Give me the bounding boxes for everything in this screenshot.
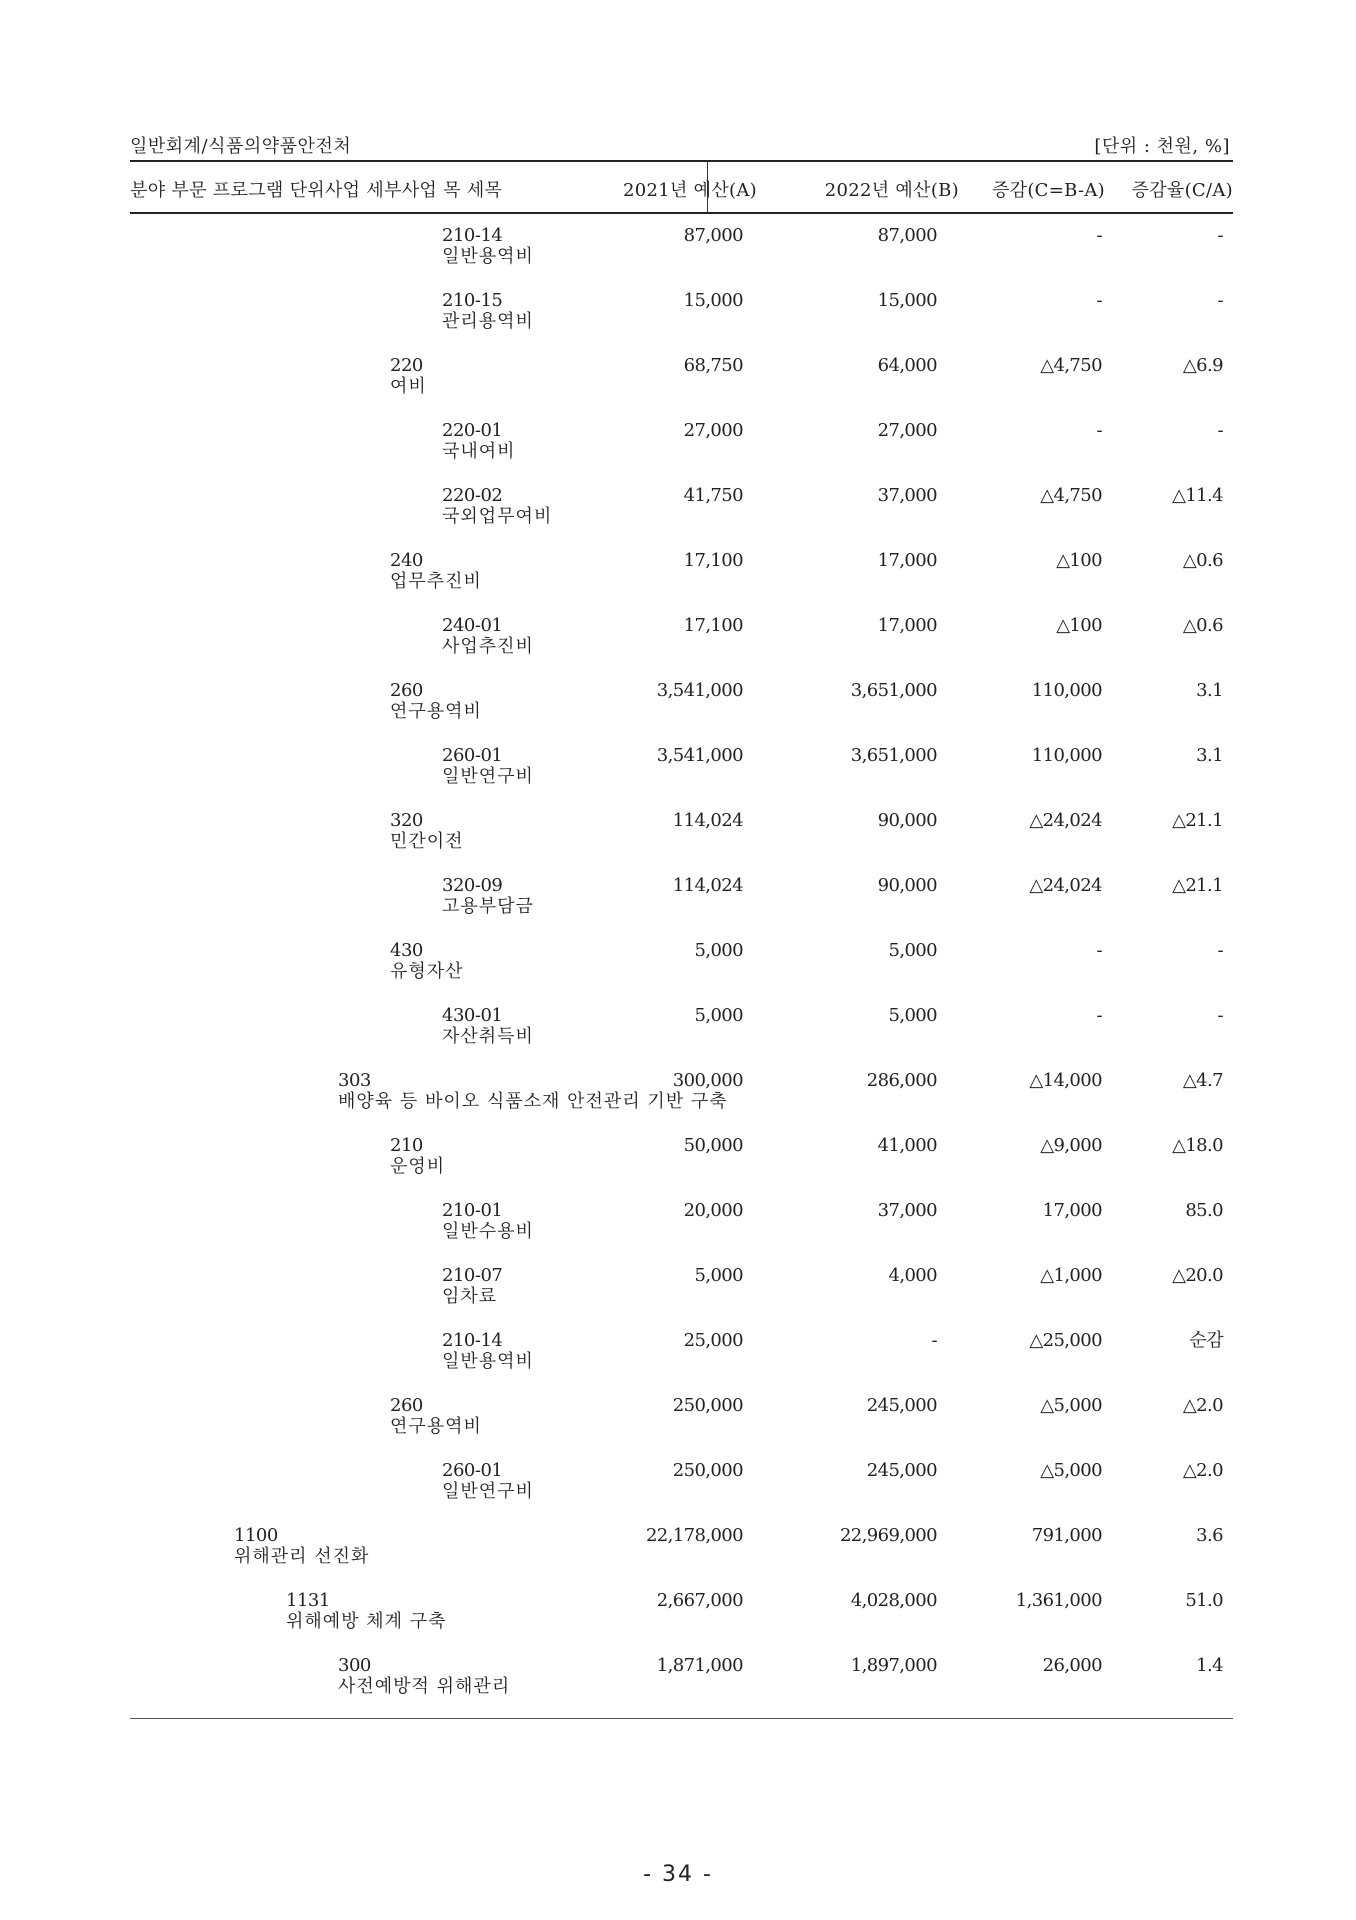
row-label: 여비 xyxy=(390,376,427,397)
row-code: 320-09 xyxy=(442,875,503,896)
cell-change-rate: △21.1 xyxy=(1172,875,1223,896)
row-code: 220 xyxy=(390,355,423,376)
row-code: 430-01 xyxy=(442,1005,503,1026)
row-code: 303 xyxy=(338,1070,371,1091)
table-row xyxy=(130,1396,1233,1456)
cell-budget-2022: 4,028,000 xyxy=(850,1590,937,1611)
row-code: 260-01 xyxy=(442,745,503,766)
cell-budget-2021: 41,750 xyxy=(683,485,743,506)
table-row xyxy=(130,941,1233,1001)
cell-change-rate: △11.4 xyxy=(1172,485,1223,506)
cell-budget-2021: 5,000 xyxy=(694,1005,743,1026)
cell-budget-2022: 3,651,000 xyxy=(850,745,937,766)
row-label: 국외업무여비 xyxy=(442,506,553,527)
cell-change: △100 xyxy=(1056,615,1102,636)
row-label: 임차료 xyxy=(442,1286,498,1307)
row-label: 일반용역비 xyxy=(442,1351,534,1372)
row-code: 210-14 xyxy=(442,225,503,246)
cell-budget-2021: 114,024 xyxy=(672,875,743,896)
cell-budget-2022: 245,000 xyxy=(866,1395,937,1416)
row-label: 위해예방 체계 구축 xyxy=(286,1611,447,1632)
table-row xyxy=(130,1201,1233,1261)
cell-change-rate: 3.6 xyxy=(1196,1525,1223,1546)
cell-budget-2022: 90,000 xyxy=(877,810,937,831)
table-row xyxy=(130,1461,1233,1521)
table-header xyxy=(130,162,1233,212)
cell-change: △24,024 xyxy=(1029,810,1102,831)
header-budget-2022: 2022년 예산(B) xyxy=(824,180,959,201)
header-bottom-rule xyxy=(130,212,1233,214)
cell-change-rate: 1.4 xyxy=(1196,1655,1223,1676)
table-row xyxy=(130,1266,1233,1326)
cell-change-rate: △4.7 xyxy=(1182,1070,1223,1091)
table-row xyxy=(130,746,1233,806)
cell-change-rate: △6.9 xyxy=(1182,355,1223,376)
row-label: 배양육 등 바이오 식품소재 안전관리 기반 구축 xyxy=(338,1091,728,1112)
row-code: 210-14 xyxy=(442,1330,503,1351)
cell-change-rate: 3.1 xyxy=(1196,680,1223,701)
row-code: 210-01 xyxy=(442,1200,503,1221)
cell-change: △25,000 xyxy=(1029,1330,1102,1351)
cell-change: - xyxy=(1096,1005,1102,1026)
row-code: 1131 xyxy=(286,1590,330,1611)
cell-change-rate: △0.6 xyxy=(1182,550,1223,571)
row-label: 사전예방적 위해관리 xyxy=(338,1676,511,1697)
row-label: 국내여비 xyxy=(442,441,516,462)
cell-budget-2021: 20,000 xyxy=(683,1200,743,1221)
cell-budget-2022: 5,000 xyxy=(888,940,937,961)
cell-budget-2021: 25,000 xyxy=(683,1330,743,1351)
cell-budget-2022: 37,000 xyxy=(877,485,937,506)
cell-change-rate: △0.6 xyxy=(1182,615,1223,636)
cell-budget-2022: 90,000 xyxy=(877,875,937,896)
row-label: 일반용역비 xyxy=(442,246,534,267)
cell-change: 110,000 xyxy=(1031,745,1102,766)
cell-budget-2022: 5,000 xyxy=(888,1005,937,1026)
cell-change: 1,361,000 xyxy=(1015,1590,1102,1611)
row-code: 260 xyxy=(390,1395,423,1416)
table-row xyxy=(130,1526,1233,1586)
cell-budget-2021: 27,000 xyxy=(683,420,743,441)
row-label: 연구용역비 xyxy=(390,701,482,722)
row-label: 일반연구비 xyxy=(442,1481,534,1502)
table-row xyxy=(130,1656,1233,1716)
row-code: 300 xyxy=(338,1655,371,1676)
cell-budget-2021: 250,000 xyxy=(672,1395,743,1416)
row-code: 210-07 xyxy=(442,1265,503,1286)
cell-budget-2022: 245,000 xyxy=(866,1460,937,1481)
table-row xyxy=(130,1071,1233,1131)
cell-budget-2022: - xyxy=(931,1330,937,1351)
row-label: 위해관리 선진화 xyxy=(234,1546,370,1567)
cell-budget-2022: 15,000 xyxy=(877,290,937,311)
cell-budget-2021: 250,000 xyxy=(672,1460,743,1481)
cell-budget-2021: 1,871,000 xyxy=(656,1655,743,1676)
cell-change-rate: △18.0 xyxy=(1172,1135,1223,1156)
row-code: 210-15 xyxy=(442,290,503,311)
header-change: 증감(C=B-A) xyxy=(991,180,1105,201)
table-row xyxy=(130,1591,1233,1651)
cell-change: △4,750 xyxy=(1040,485,1102,506)
header-category: 분야 부문 프로그램 단위사업 세부사업 목 세목 xyxy=(130,180,503,201)
row-code: 320 xyxy=(390,810,423,831)
row-label: 고용부담금 xyxy=(442,896,534,917)
cell-change-rate: △2.0 xyxy=(1182,1460,1223,1481)
cell-budget-2021: 68,750 xyxy=(683,355,743,376)
row-label: 운영비 xyxy=(390,1156,446,1177)
cell-budget-2022: 41,000 xyxy=(877,1135,937,1156)
cell-change-rate: △2.0 xyxy=(1182,1395,1223,1416)
cell-budget-2022: 1,897,000 xyxy=(850,1655,937,1676)
cell-budget-2022: 4,000 xyxy=(888,1265,937,1286)
table-row xyxy=(130,876,1233,936)
cell-budget-2021: 3,541,000 xyxy=(656,745,743,766)
cell-change-rate: - xyxy=(1217,420,1223,441)
cell-budget-2022: 17,000 xyxy=(877,550,937,571)
cell-change: 110,000 xyxy=(1031,680,1102,701)
row-label: 민간이전 xyxy=(390,831,464,852)
cell-change-rate: 51.0 xyxy=(1185,1590,1223,1611)
cell-change: 26,000 xyxy=(1042,1655,1102,1676)
cell-budget-2021: 50,000 xyxy=(683,1135,743,1156)
cell-change: 17,000 xyxy=(1042,1200,1102,1221)
cell-budget-2021: 3,541,000 xyxy=(656,680,743,701)
row-label: 연구용역비 xyxy=(390,1416,482,1437)
header-change-rate: 증감율(C/A) xyxy=(1131,180,1233,201)
cell-change-rate: △21.1 xyxy=(1172,810,1223,831)
cell-change: 791,000 xyxy=(1031,1525,1102,1546)
page-number: - 34 - xyxy=(643,1862,713,1887)
cell-budget-2021: 22,178,000 xyxy=(645,1525,743,1546)
cell-budget-2021: 15,000 xyxy=(683,290,743,311)
cell-change: - xyxy=(1096,225,1102,246)
row-label: 자산취득비 xyxy=(442,1026,534,1047)
row-label: 업무추진비 xyxy=(390,571,482,592)
row-code: 260-01 xyxy=(442,1460,503,1481)
cell-change-rate: 순감 xyxy=(1189,1330,1223,1351)
cell-change: △5,000 xyxy=(1040,1395,1102,1416)
table-row xyxy=(130,811,1233,871)
table-row xyxy=(130,681,1233,741)
cell-budget-2022: 17,000 xyxy=(877,615,937,636)
cell-change: - xyxy=(1096,420,1102,441)
cell-budget-2022: 64,000 xyxy=(877,355,937,376)
cell-budget-2021: 17,100 xyxy=(683,550,743,571)
cell-change-rate: - xyxy=(1217,225,1223,246)
row-label: 관리용역비 xyxy=(442,311,534,332)
table-row xyxy=(130,1136,1233,1196)
table-row xyxy=(130,1006,1233,1066)
row-label: 사업추진비 xyxy=(442,636,534,657)
cell-budget-2022: 37,000 xyxy=(877,1200,937,1221)
row-code: 210 xyxy=(390,1135,423,1156)
cell-budget-2021: 87,000 xyxy=(683,225,743,246)
cell-change: △1,000 xyxy=(1040,1265,1102,1286)
row-code: 240 xyxy=(390,550,423,571)
cell-change: - xyxy=(1096,290,1102,311)
cell-budget-2022: 286,000 xyxy=(866,1070,937,1091)
cell-budget-2021: 2,667,000 xyxy=(656,1590,743,1611)
row-label: 유형자산 xyxy=(390,961,464,982)
cell-change: △24,024 xyxy=(1029,875,1102,896)
table-bottom-rule xyxy=(130,1718,1233,1719)
cell-change-rate: 85.0 xyxy=(1185,1200,1223,1221)
document-title: 일반회계/식품의약품안전처 xyxy=(130,136,352,157)
cell-change-rate: 3.1 xyxy=(1196,745,1223,766)
table-row xyxy=(130,616,1233,676)
row-code: 260 xyxy=(390,680,423,701)
cell-change: △4,750 xyxy=(1040,355,1102,376)
unit-label: [단위 : 천원, %] xyxy=(1094,136,1230,157)
cell-budget-2022: 27,000 xyxy=(877,420,937,441)
row-label: 일반연구비 xyxy=(442,766,534,787)
cell-budget-2021: 5,000 xyxy=(694,1265,743,1286)
table-row xyxy=(130,421,1233,481)
table-row xyxy=(130,1331,1233,1391)
cell-change-rate: - xyxy=(1217,1005,1223,1026)
row-code: 1100 xyxy=(234,1525,278,1546)
table-row xyxy=(130,356,1233,416)
cell-change: - xyxy=(1096,940,1102,961)
row-code: 240-01 xyxy=(442,615,503,636)
cell-budget-2021: 5,000 xyxy=(694,940,743,961)
row-code: 430 xyxy=(390,940,423,961)
cell-change: △9,000 xyxy=(1040,1135,1102,1156)
table-row xyxy=(130,226,1233,286)
cell-change-rate: - xyxy=(1217,940,1223,961)
table-row xyxy=(130,291,1233,351)
row-label: 일반수용비 xyxy=(442,1221,534,1242)
cell-budget-2021: 114,024 xyxy=(672,810,743,831)
row-code: 220-02 xyxy=(442,485,503,506)
cell-change-rate: △20.0 xyxy=(1172,1265,1223,1286)
table-row xyxy=(130,551,1233,611)
cell-change: △14,000 xyxy=(1029,1070,1102,1091)
cell-budget-2022: 3,651,000 xyxy=(850,680,937,701)
row-code: 220-01 xyxy=(442,420,503,441)
cell-change: △5,000 xyxy=(1040,1460,1102,1481)
cell-budget-2021: 300,000 xyxy=(672,1070,743,1091)
cell-change-rate: - xyxy=(1217,290,1223,311)
cell-change: △100 xyxy=(1056,550,1102,571)
cell-budget-2022: 22,969,000 xyxy=(839,1525,937,1546)
cell-budget-2021: 17,100 xyxy=(683,615,743,636)
header-budget-2021: 2021년 예산(A) xyxy=(622,180,757,201)
cell-budget-2022: 87,000 xyxy=(877,225,937,246)
table-row xyxy=(130,486,1233,546)
